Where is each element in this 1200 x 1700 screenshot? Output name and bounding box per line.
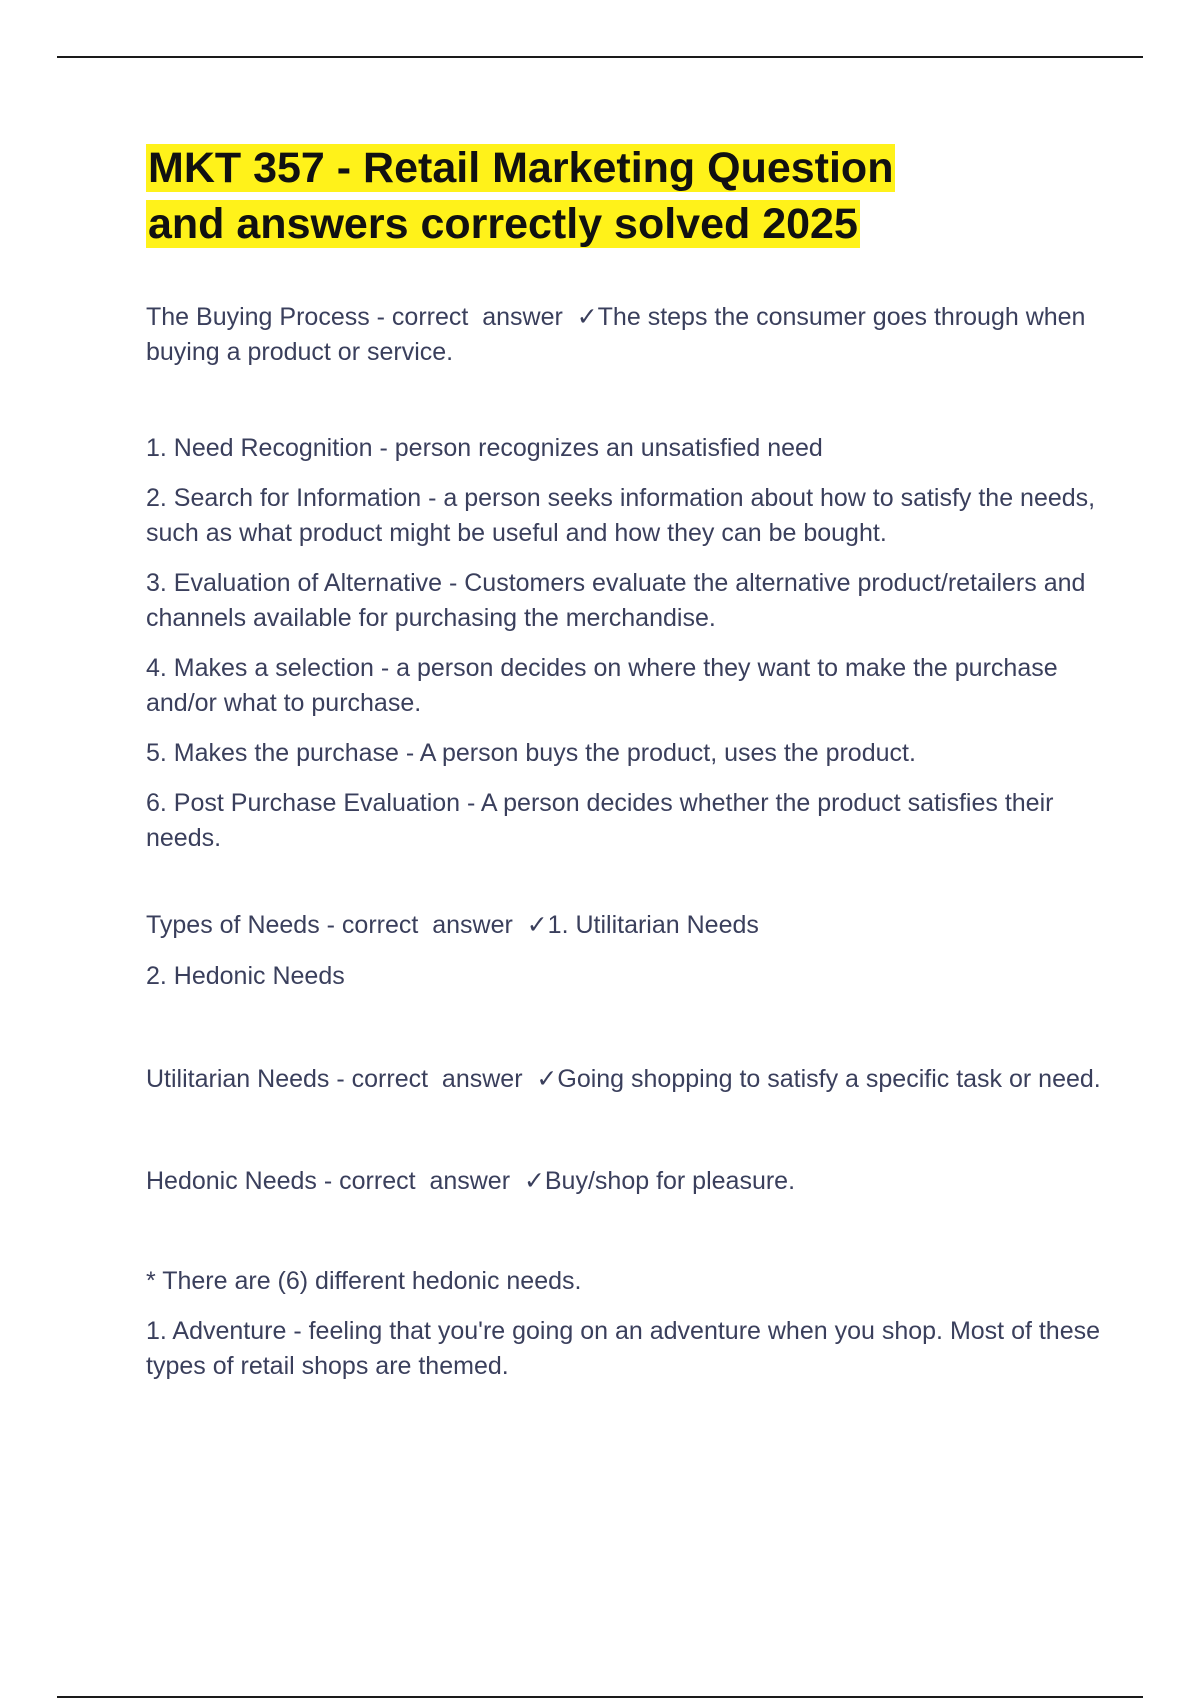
answer-separator: - correct answer	[319, 911, 527, 939]
answer-separator: - correct answer	[316, 1167, 524, 1195]
types-of-needs-extra: 2. Hedonic Needs	[146, 962, 345, 990]
hedonic-note: * There are (6) different hedonic needs.	[146, 1267, 582, 1295]
hedonic-item-adventure: 1. Adventure - feeling that you're going on an adventure when you shop. Most of these types of retail shops are themed.	[146, 1317, 1101, 1380]
answer-separator: - correct answer	[369, 303, 577, 331]
title-line-2: and answers correctly solved 2025	[148, 200, 858, 248]
qa-utilitarian-needs	[146, 1062, 1106, 1097]
document-body	[146, 140, 1106, 1384]
list-item: 4. Makes a selection - a person decides on where they want to make the purchase and/or what to purchase.	[146, 654, 1058, 717]
list-item: 2. Search for Information - a person seeks information about how to satisfy the needs, such as what product might be useful and how they can be bought.	[146, 484, 1096, 547]
qa-types-of-needs	[146, 908, 1106, 943]
qa-buying-process	[146, 300, 1106, 370]
list-item: 1. Need Recognition - person recognizes an unsatisfied need	[146, 434, 823, 462]
question-label: Hedonic Needs	[146, 1167, 317, 1195]
answer-text: ✓1. Utilitarian Needs	[526, 911, 759, 939]
document-title	[146, 140, 1106, 252]
answer-text: ✓Buy/shop for pleasure.	[523, 1167, 796, 1195]
top-divider	[57, 56, 1143, 58]
qa-hedonic-needs	[146, 1164, 1106, 1199]
list-item: 3. Evaluation of Alternative - Customers evaluate the alternative product/retailers and channels available for purchasing the merchandise.	[146, 569, 1086, 632]
list-item: 6. Post Purchase Evaluation - A person decides whether the product satisfies their needs.	[146, 789, 1054, 852]
question-label: Types of Needs	[146, 911, 320, 939]
buying-steps-list	[146, 431, 1106, 856]
answer-separator: - correct answer	[329, 1065, 537, 1093]
list-item: 5. Makes the purchase - A person buys the product, uses the product.	[146, 739, 916, 767]
bottom-divider	[57, 1696, 1143, 1698]
title-line-1: MKT 357 - Retail Marketing Question	[148, 144, 894, 192]
question-label: Utilitarian Needs	[146, 1065, 330, 1093]
question-label: The Buying Process	[146, 303, 370, 331]
answer-text: ✓The steps the consumer goes through when buying a product or service.	[146, 303, 1086, 366]
answer-text: ✓Going shopping to satisfy a specific task or need.	[536, 1065, 1101, 1093]
